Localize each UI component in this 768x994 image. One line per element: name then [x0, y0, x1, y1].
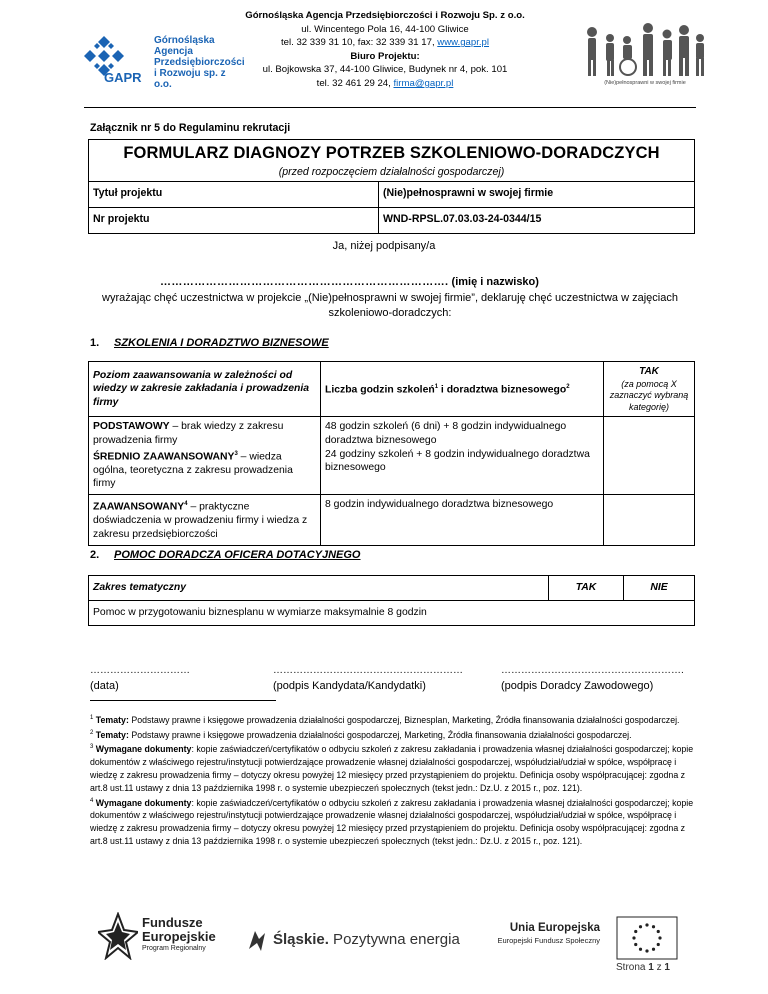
col-header-nie: NIE	[624, 576, 695, 601]
form-title-box	[88, 139, 695, 182]
col-header-tak	[604, 362, 695, 417]
table-row	[89, 182, 695, 208]
table-row	[89, 576, 695, 601]
eu-star-icon	[632, 936, 635, 939]
col-header-topic: Zakres tematyczny	[89, 576, 549, 601]
training-table	[88, 361, 695, 546]
eu-funds-line3: Program Regionalny	[142, 945, 206, 952]
office-address: ul. Bojkowska 37, 44-100 Gliwice, Budynek nr 4, pok. 101	[262, 64, 508, 76]
table-row	[89, 417, 695, 495]
table-row	[89, 362, 695, 417]
eu-star-icon	[634, 943, 637, 946]
tak-checkbox-cell[interactable]	[604, 417, 695, 495]
logo-line: i Rozwoju sp. z o.o.	[154, 68, 226, 90]
logo-line: Górnośląska	[154, 35, 215, 46]
project-number-value: WND-RPSL.07.03.03-24-0344/15	[379, 208, 695, 234]
eu-logo	[478, 912, 688, 962]
project-number-label: Nr projektu	[89, 208, 379, 234]
eu-star-icon	[639, 925, 642, 928]
name-field-hint: (imię i nazwisko)	[448, 276, 539, 288]
name-field-dots: ………………………………………………………………….	[160, 276, 449, 288]
declaration-intro: Ja, niżej podpisany/a	[332, 240, 436, 252]
hours-basic: 48 godzin szkoleń (6 dni) + 8 godzin indywidualnego doradztwa biznesowego	[325, 421, 567, 446]
project-logo	[580, 18, 710, 92]
people-silhouettes-icon	[580, 18, 710, 78]
slaskie-slogan: Pozytywna energia	[328, 931, 460, 948]
hours-advanced: 8 godzin indywidualnego doradztwa biznesowego	[321, 495, 604, 546]
page-number: Strona 1 z 1	[616, 962, 670, 973]
level-advanced: ZAAWANSOWANY$^4$ – praktyczne doświadczenia w prowadzeniu firmy i wiedza z zakresu przedsiębiorczości	[89, 495, 321, 546]
eu-funds-star-icon	[98, 912, 138, 960]
eu-line1: Unia Europejska	[509, 922, 600, 934]
section2-title: POMOC DORADCZA OFICERA DOTACYJNEGO	[114, 549, 361, 561]
annex-label: Załącznik nr 5 do Regulaminu rekrutacji	[90, 122, 291, 134]
footnote: $^1$ Tematy: Podstawy prawne i księgowe prowadzenia działalności gospodarczej, Biznesplan, Marketing, Źródła finansowania działalności gospodarczej.	[90, 714, 680, 725]
project-info-table	[88, 181, 695, 234]
slaskie-logo	[245, 925, 460, 957]
signature-candidate[interactable]: ………………………………………………… (podpis Kandydata/Kandydatki)	[273, 665, 463, 692]
level-cell	[89, 417, 321, 495]
eu-star-icon	[645, 923, 648, 926]
eu-star-icon	[652, 948, 655, 951]
eu-star-icon	[639, 948, 642, 951]
col-header-tak: TAK	[549, 576, 624, 601]
section2-number: 2.	[90, 549, 100, 561]
footnotes	[90, 712, 695, 848]
advisory-table	[88, 575, 695, 626]
level-basic: PODSTAWOWY – brak wiedzy z zakresu prowadzenia firmy	[93, 421, 284, 446]
eu-line2: Europejski Fundusz Społeczny	[497, 936, 600, 945]
table-row	[89, 495, 695, 546]
advisory-row-text: Pomoc w przygotowaniu biznesplanu w wymiarze maksymalnie 8 godzin	[89, 601, 695, 626]
eu-flag-icon	[616, 916, 678, 960]
name-field[interactable]	[160, 276, 539, 288]
project-title-label: Tytuł projektu	[89, 182, 379, 208]
footnote-divider	[90, 700, 276, 701]
gapr-logo-mark-icon	[84, 32, 148, 82]
col-header-hours: Liczba godzin szkoleń$^1$ i doradztwa biznesowego$^2$	[321, 362, 604, 417]
org-address: ul. Wincentego Pola 16, 44-100 Gliwice	[301, 23, 469, 35]
section2-heading	[90, 549, 361, 561]
office-contact: tel. 32 461 29 24, firma@gapr.pl	[316, 77, 454, 89]
form-title: FORMULARZ DIAGNOZY POTRZEB SZKOLENIOWO-DORADCZYCH	[123, 144, 660, 162]
eu-star-icon	[645, 949, 648, 952]
logo-line: Przedsiębiorczości	[154, 57, 245, 68]
eu-star-icon	[652, 925, 655, 928]
footnote: $^4$ Wymagane dokumenty: kopie zaświadczeń/certyfikatów o odbyciu szkoleń z zakresu zakładania i prowadzenia własnej działalności gospodarczej; kopie dokumentów z właściwego rejestru/instytucji potwierdzające prowadzenie własnej działalności gospodarczej, współudział/udział w spółce, współpracę i wiedzę z zakresu prowadzenia firmy – dotyczy okresu powyżej 12 miesięcy przed przystąpieniem do projektu. Definicja osoby współpracującej: zgodna z art.8 ust.11 ustawy z dnia 13 października 1998 r. o systemie ubezpieczeń społecznych (tekst jedn.: Dz.U. z 2015 r., poz. 121).	[90, 797, 694, 846]
header-address	[230, 9, 540, 91]
eu-star-icon	[657, 943, 660, 946]
tak-hint: (za pomocą X zaznaczyć wybraną kategorię)	[609, 378, 689, 412]
form-subtitle: (przed rozpoczęciem działalności gospodarczej)	[278, 166, 505, 178]
signature-advisor[interactable]: ………………………………………………. (podpis Doradcy Zawodowego)	[501, 665, 684, 692]
office-title: Biuro Projektu:	[350, 50, 420, 62]
footnote: $^3$ Wymagane dokumenty: kopie zaświadczeń/certyfikatów o odbyciu szkoleń z zakresu zakładania i prowadzenia własnej działalności gospodarczej; kopie dokumentów z właściwego rejestru/instytucji potwierdzające prowadzenie własnej działalności gospodarczej, współudział/udział w spółce, współpracę i wiedzę z zakresu prowadzenia firmy – dotyczy okresu powyżej 12 miesięcy przed przystąpieniem do projektu. Definicja osoby współpracującej: zgodna z art.8 ust.11 ustawy z dnia 13 października 1998 r. o systemie ubezpieczeń społecznych (tekst jedn.: Dz.U. z 2015 r., poz. 121).	[90, 744, 694, 793]
project-logo-caption: (Nie)pełnosprawni w swojej firmie	[604, 80, 686, 86]
declaration-text: wyrażając chęć uczestnictwa w projekcie „(Nie)pełnosprawni w swojej firmie”, deklaruję chęć uczestnictwa w zajęciach szkoleniowo-doradczych:	[102, 292, 678, 319]
gapr-logo	[84, 30, 245, 90]
footnote: $^2$ Tematy: Podstawy prawne i księgowe prowadzenia działalności gospodarczej, Marketing, Źródła finansowania działalności gospodarczej.	[90, 729, 632, 740]
eu-funds-logo	[98, 912, 218, 970]
eu-star-icon	[657, 930, 660, 933]
email-link[interactable]: firma@gapr.pl	[393, 77, 454, 89]
table-row	[89, 601, 695, 626]
slaskie-bird-icon	[245, 927, 269, 955]
org-contact: tel. 32 339 31 10, fax: 32 339 31 17, www.gapr.pl	[280, 37, 490, 49]
slaskie-brand: Śląskie.	[273, 931, 329, 948]
website-link[interactable]: www.gapr.pl	[437, 37, 490, 49]
project-title-value: (Nie)pełnosprawni w swojej firmie	[379, 182, 695, 208]
header-divider	[84, 107, 696, 108]
table-row	[89, 208, 695, 234]
tak-label: TAK	[639, 366, 659, 377]
col-header-level: Poziom zaawansowania w zależności od wiedzy w zakresie zakładania i prowadzenia firmy	[89, 362, 321, 417]
eu-funds-line2: Europejskie	[142, 929, 216, 944]
eu-funds-line1: Fundusze	[142, 915, 203, 930]
svg-text:GAPR: GAPR	[104, 70, 142, 82]
section1-heading	[90, 337, 329, 349]
eu-star-icon	[634, 930, 637, 933]
section1-title: SZKOLENIA I DORADZTWO BIZNESOWE	[114, 337, 329, 349]
signature-date[interactable]: ………………………… (data)	[90, 665, 190, 692]
eu-star-icon	[658, 936, 661, 939]
logo-line: Agencja	[154, 46, 193, 57]
org-name: Górnośląska Agencja Przedsiębiorczości i Rozwoju Sp. z o.o.	[245, 10, 525, 21]
tak-checkbox-cell[interactable]	[604, 495, 695, 546]
hours-intermediate: 24 godziny szkoleń + 8 godzin indywidualnego doradztwa biznesowego	[325, 448, 590, 474]
hours-cell	[321, 417, 604, 495]
section1-number: 1.	[90, 337, 100, 349]
level-intermediate: ŚREDNIO ZAAWANSOWANY$^3$ – wiedza ogólna, teoretyczna z zakresu prowadzenia firmy	[93, 450, 293, 490]
